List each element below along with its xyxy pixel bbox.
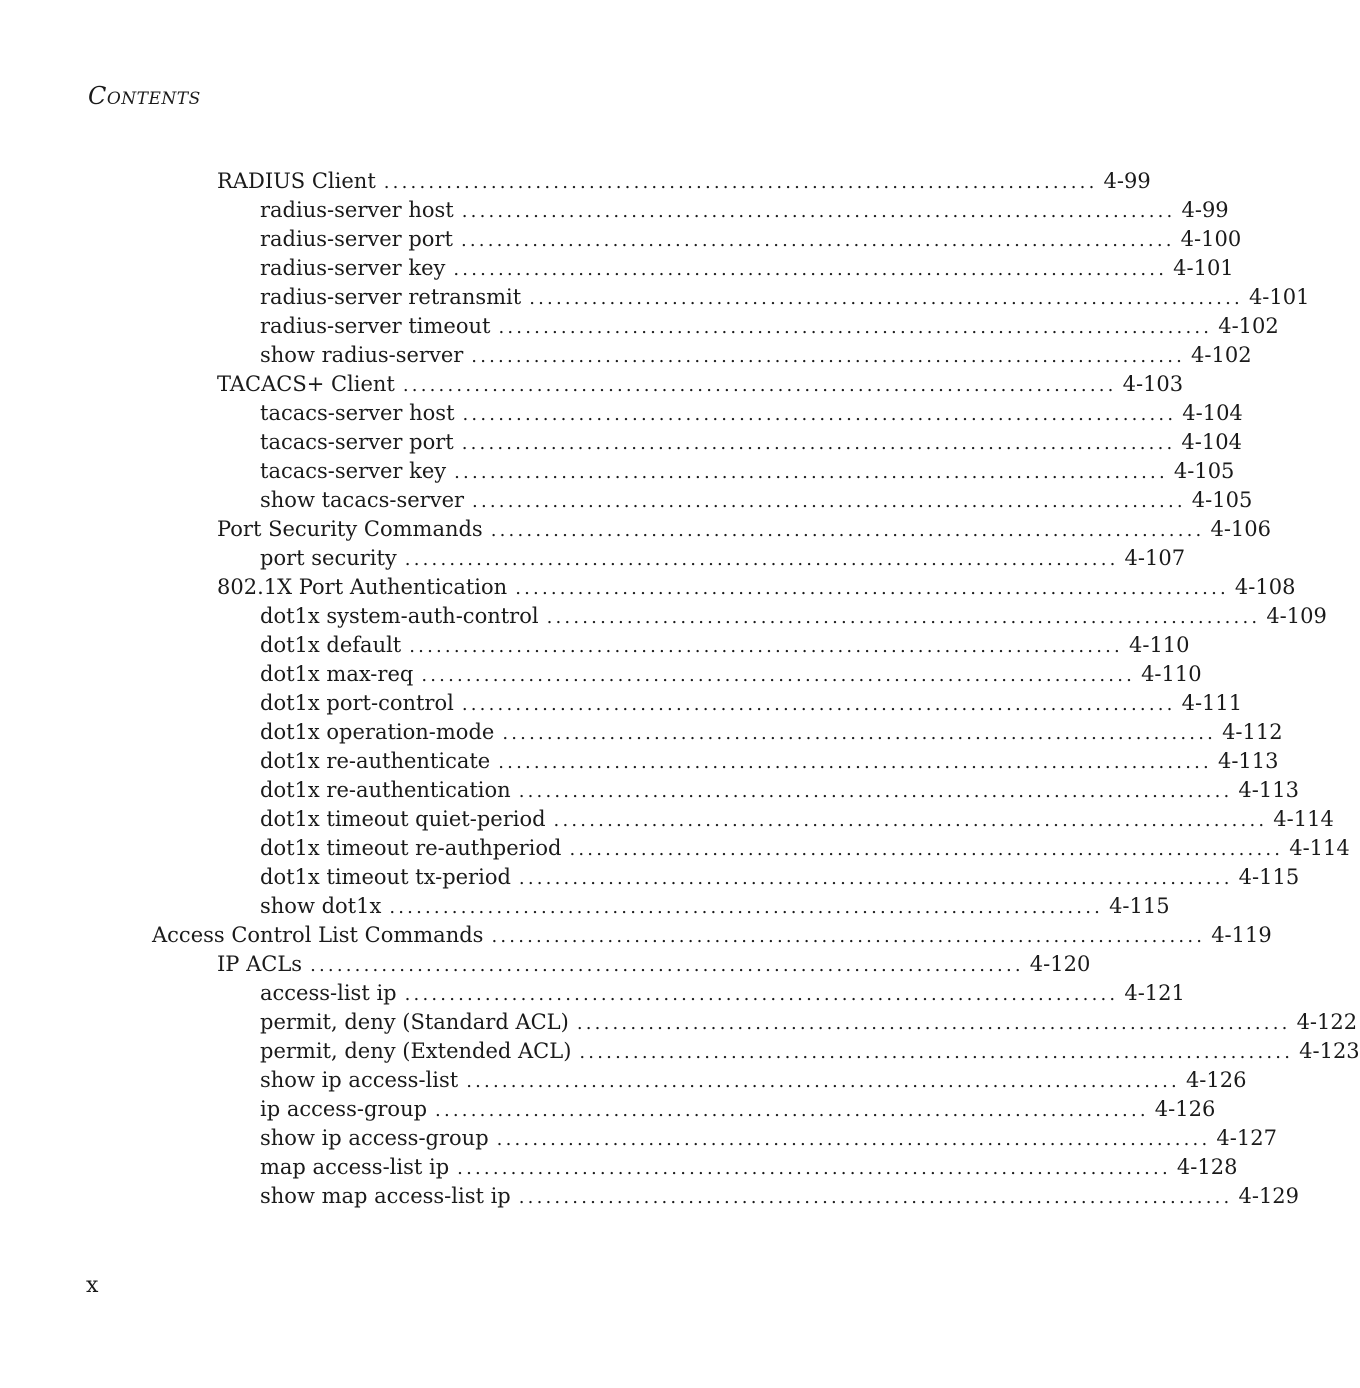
toc-entry-title: radius-server key bbox=[260, 256, 446, 280]
toc-entry-page: 4-101 bbox=[1248, 285, 1310, 309]
toc-entry[interactable] bbox=[260, 1153, 1238, 1182]
toc-entry-page: 4-99 bbox=[1103, 169, 1151, 193]
toc-entry-page: 4-110 bbox=[1141, 662, 1202, 686]
toc-entry[interactable] bbox=[260, 892, 1170, 921]
dot-leader: ................................................................................ bbox=[569, 839, 1284, 860]
dot-leader: ................................................................................ bbox=[453, 259, 1168, 280]
dot-leader: ................................................................................ bbox=[457, 1158, 1171, 1179]
toc-entry[interactable] bbox=[260, 805, 1334, 834]
toc-entry[interactable] bbox=[260, 1095, 1216, 1124]
toc-entry-title: dot1x timeout quiet-period bbox=[260, 807, 546, 831]
toc-entry-title: TACACS+ Client bbox=[217, 372, 395, 396]
dot-leader: ................................................................................ bbox=[404, 984, 1119, 1005]
toc-entry-title: radius-server timeout bbox=[260, 314, 491, 338]
toc-entry-title: show ip access-group bbox=[260, 1126, 489, 1150]
dot-leader: ................................................................................ bbox=[471, 346, 1186, 367]
toc-entry[interactable] bbox=[217, 167, 1151, 196]
toc-entry[interactable] bbox=[260, 631, 1190, 660]
dot-leader: ................................................................................ bbox=[553, 810, 1268, 831]
toc-entry-title: show radius-server bbox=[260, 343, 464, 367]
toc-entry-page: 4-99 bbox=[1181, 198, 1229, 222]
toc-entry[interactable] bbox=[260, 834, 1350, 863]
toc-entry[interactable] bbox=[260, 254, 1234, 283]
toc-entry-title: map access-list ip bbox=[260, 1155, 450, 1179]
toc-entry[interactable] bbox=[260, 1037, 1360, 1066]
dot-leader: ................................................................................ bbox=[496, 1129, 1211, 1150]
dot-leader: ................................................................................ bbox=[491, 926, 1206, 947]
toc-entry-title: tacacs-server key bbox=[260, 459, 447, 483]
toc-entry[interactable] bbox=[260, 544, 1186, 573]
toc-entry[interactable] bbox=[217, 573, 1296, 602]
toc-entry-title: Port Security Commands bbox=[217, 517, 483, 541]
toc-entry-title: RADIUS Client bbox=[217, 169, 376, 193]
dot-leader: ................................................................................ bbox=[498, 752, 1212, 773]
toc-entry-page: 4-113 bbox=[1238, 778, 1299, 802]
toc-entry-title: permit, deny (Extended ACL) bbox=[260, 1039, 572, 1063]
toc-entry-page: 4-114 bbox=[1289, 836, 1350, 860]
toc-entry[interactable] bbox=[260, 1124, 1277, 1153]
toc-entry-title: tacacs-server port bbox=[260, 430, 454, 454]
dot-leader: ................................................................................ bbox=[461, 433, 1176, 454]
toc-entry-title: show dot1x bbox=[260, 894, 382, 918]
toc-entry[interactable] bbox=[260, 341, 1252, 370]
toc-entry-page: 4-112 bbox=[1222, 720, 1283, 744]
toc-entry-title: tacacs-server host bbox=[260, 401, 455, 425]
toc-entry-title: dot1x operation-mode bbox=[260, 720, 495, 744]
dot-leader: ................................................................................ bbox=[389, 897, 1104, 918]
toc-entry-title: ip access-group bbox=[260, 1097, 428, 1121]
dot-leader: ................................................................................ bbox=[518, 868, 1233, 889]
toc-entry[interactable] bbox=[260, 312, 1279, 341]
dot-leader: ................................................................................ bbox=[529, 288, 1243, 309]
toc-entry[interactable] bbox=[260, 776, 1299, 805]
dot-leader: ................................................................................ bbox=[518, 781, 1233, 802]
toc-entry-title: dot1x max-req bbox=[260, 662, 414, 686]
toc-entry-title: dot1x re-authentication bbox=[260, 778, 511, 802]
dot-leader: ................................................................................ bbox=[466, 1071, 1180, 1092]
toc-entry-page: 4-105 bbox=[1191, 488, 1253, 512]
toc-entry-page: 4-103 bbox=[1122, 372, 1184, 396]
dot-leader: ................................................................................ bbox=[472, 491, 1186, 512]
toc-entry[interactable] bbox=[260, 1008, 1358, 1037]
toc-entry[interactable] bbox=[217, 515, 1271, 544]
toc-entry-page: 4-115 bbox=[1109, 894, 1170, 918]
dot-leader: ................................................................................ bbox=[454, 462, 1168, 483]
dot-leader: ................................................................................ bbox=[579, 1042, 1294, 1063]
toc-entry-title: dot1x port-control bbox=[260, 691, 454, 715]
toc-entry-title: dot1x timeout tx-period bbox=[260, 865, 511, 889]
dot-leader: ................................................................................ bbox=[502, 723, 1217, 744]
toc-entry-page: 4-106 bbox=[1210, 517, 1271, 541]
toc-entry[interactable] bbox=[260, 718, 1283, 747]
toc-entry-page: 4-115 bbox=[1238, 865, 1300, 889]
toc-entry[interactable] bbox=[260, 689, 1243, 718]
toc-entry-page: 4-102 bbox=[1191, 343, 1252, 367]
toc-entry-page: 4-120 bbox=[1029, 952, 1091, 976]
toc-entry-page: 4-123 bbox=[1299, 1039, 1360, 1063]
toc-entry[interactable] bbox=[260, 399, 1243, 428]
toc-entry-title: dot1x timeout re-authperiod bbox=[260, 836, 562, 860]
dot-leader: ................................................................................ bbox=[461, 694, 1176, 715]
toc-entry[interactable] bbox=[217, 370, 1184, 399]
toc-entry-page: 4-126 bbox=[1185, 1068, 1247, 1092]
toc-entry[interactable] bbox=[152, 921, 1272, 950]
toc-entry-title: dot1x re-authenticate bbox=[260, 749, 491, 773]
dot-leader: ................................................................................ bbox=[515, 578, 1229, 599]
toc-entry-page: 4-121 bbox=[1124, 981, 1185, 1005]
toc-entry-page: 4-104 bbox=[1182, 401, 1243, 425]
toc-entry[interactable] bbox=[260, 283, 1310, 312]
toc-entry[interactable] bbox=[260, 979, 1185, 1008]
dot-leader: ................................................................................ bbox=[409, 636, 1123, 657]
toc-entry[interactable] bbox=[260, 428, 1242, 457]
dot-leader: ................................................................................ bbox=[462, 404, 1177, 425]
toc-entry[interactable] bbox=[217, 950, 1091, 979]
toc-entry[interactable] bbox=[260, 602, 1327, 631]
toc-entry-title: show tacacs-server bbox=[260, 488, 465, 512]
toc-entry[interactable] bbox=[260, 1066, 1247, 1095]
toc-entry-title: dot1x system-auth-control bbox=[260, 604, 539, 628]
toc-entry-title: 802.1X Port Authentication bbox=[217, 575, 508, 599]
toc-entry-title: show ip access-list bbox=[260, 1068, 459, 1092]
dot-leader: ................................................................................ bbox=[490, 520, 1205, 541]
running-head-rest: ONTENTS bbox=[106, 89, 201, 109]
dot-leader: ................................................................................ bbox=[460, 230, 1175, 251]
page-number: x bbox=[86, 1273, 99, 1298]
toc-entry-page: 4-122 bbox=[1296, 1010, 1358, 1034]
toc-entry-page: 4-107 bbox=[1124, 546, 1186, 570]
toc-entry-page: 4-105 bbox=[1173, 459, 1235, 483]
dot-leader: ................................................................................ bbox=[498, 317, 1213, 338]
toc-entry-title: dot1x default bbox=[260, 633, 402, 657]
toc-entry[interactable] bbox=[260, 747, 1279, 776]
toc-entry[interactable] bbox=[260, 486, 1253, 515]
toc-entry-page: 4-114 bbox=[1273, 807, 1334, 831]
toc-entry-page: 4-104 bbox=[1181, 430, 1242, 454]
toc-entry-title: permit, deny (Standard ACL) bbox=[260, 1010, 569, 1034]
toc-entry[interactable] bbox=[260, 1182, 1300, 1211]
toc-entry-page: 4-109 bbox=[1266, 604, 1327, 628]
toc-entry-page: 4-128 bbox=[1176, 1155, 1238, 1179]
toc-entry-title: radius-server port bbox=[260, 227, 453, 251]
toc-entry[interactable] bbox=[260, 196, 1229, 225]
dot-leader: ................................................................................ bbox=[435, 1100, 1149, 1121]
toc-entry-title: show map access-list ip bbox=[260, 1184, 511, 1208]
toc-entry-page: 4-113 bbox=[1217, 749, 1279, 773]
toc-entry[interactable] bbox=[260, 225, 1242, 254]
dot-leader: ................................................................................ bbox=[461, 201, 1176, 222]
dot-leader: ................................................................................ bbox=[310, 955, 1024, 976]
dot-leader: ................................................................................ bbox=[421, 665, 1136, 686]
toc-entry-page: 4-110 bbox=[1128, 633, 1190, 657]
dot-leader: ................................................................................ bbox=[402, 375, 1117, 396]
dot-leader: ................................................................................ bbox=[576, 1013, 1291, 1034]
toc-entry-page: 4-101 bbox=[1173, 256, 1234, 280]
toc-entry-title: IP ACLs bbox=[217, 952, 303, 976]
toc-entry-page: 4-129 bbox=[1238, 1184, 1300, 1208]
dot-leader: ................................................................................ bbox=[404, 549, 1119, 570]
toc-entry-page: 4-108 bbox=[1234, 575, 1296, 599]
running-head-initial: C bbox=[88, 82, 107, 110]
running-head bbox=[88, 82, 201, 110]
toc-entry-title: radius-server host bbox=[260, 198, 454, 222]
toc-entry-title: port security bbox=[260, 546, 397, 570]
toc-entry-title: Access Control List Commands bbox=[152, 923, 484, 947]
dot-leader: ................................................................................ bbox=[518, 1187, 1233, 1208]
toc-entry-page: 4-127 bbox=[1216, 1126, 1277, 1150]
toc-entry[interactable] bbox=[260, 863, 1300, 892]
toc-entry-page: 4-111 bbox=[1181, 691, 1243, 715]
toc-entry-page: 4-102 bbox=[1218, 314, 1279, 338]
toc-entry-title: access-list ip bbox=[260, 981, 397, 1005]
toc-entry-title: radius-server retransmit bbox=[260, 285, 522, 309]
toc-entry[interactable] bbox=[260, 457, 1235, 486]
toc-entry-page: 4-119 bbox=[1211, 923, 1272, 947]
toc-entry-page: 4-126 bbox=[1154, 1097, 1216, 1121]
toc-entry-page: 4-100 bbox=[1180, 227, 1242, 251]
dot-leader: ................................................................................ bbox=[546, 607, 1261, 628]
dot-leader: ................................................................................ bbox=[383, 172, 1098, 193]
toc-entry[interactable] bbox=[260, 660, 1202, 689]
